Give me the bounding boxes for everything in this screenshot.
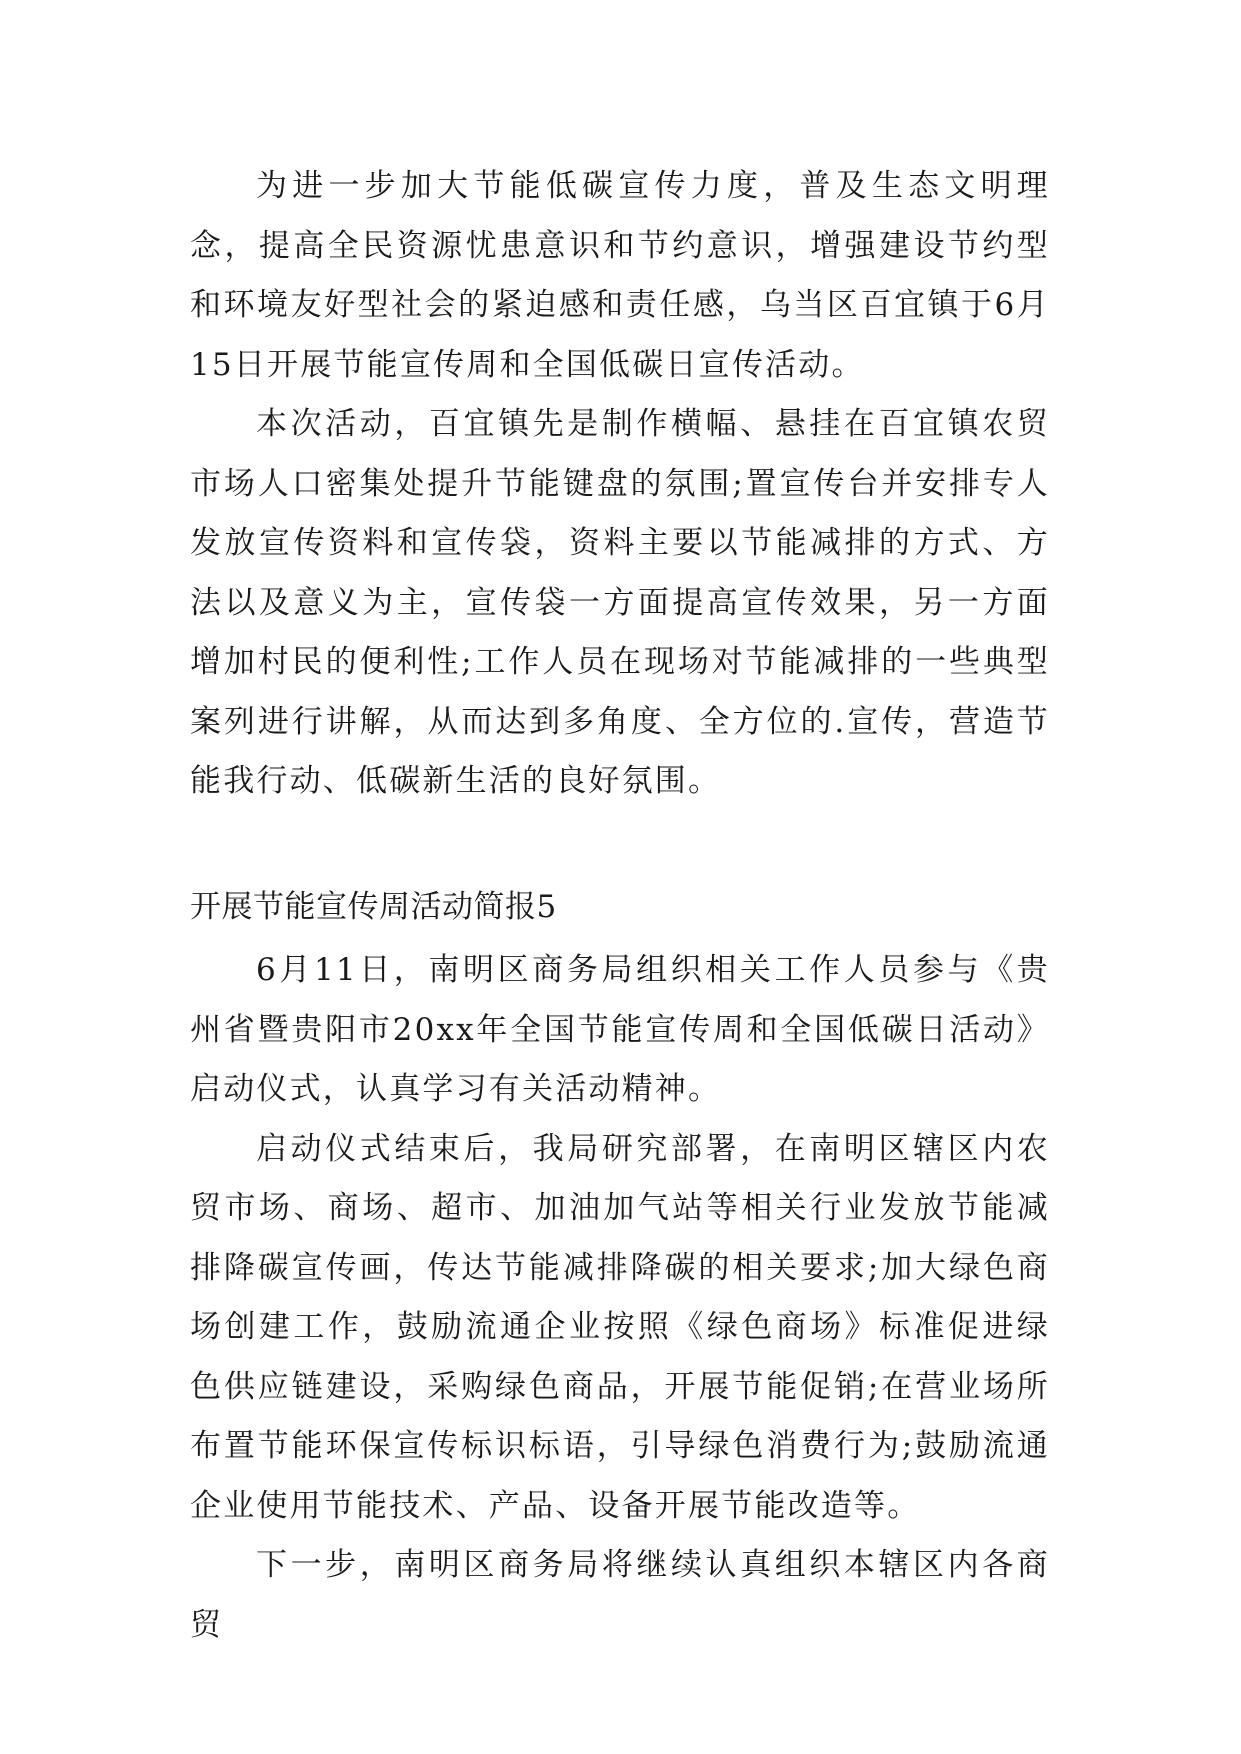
section-heading: 开展节能宣传周活动简报5: [190, 888, 557, 925]
paragraph: 为进一步加大节能低碳宣传力度，普及生态文明理念，提高全民资源忧患意识和节约意识，增强建设节约型和环境友好型社会的紧迫感和责任感，乌当区百宜镇于6月15日开展节能宣传周和全国低碳日宣传活动。: [190, 168, 1050, 383]
paragraph: 本次活动，百宜镇先是制作横幅、悬挂在百宜镇农贸市场人口密集处提升节能键盘的氛围;置宣传台并安排专人发放宣传资料和宣传袋，资料主要以节能减排的方式、方法以及意义为主，宣传袋一方面提高宣传效果，另一方面增加村民的便利性;工作人员在现场对节能减排的一些典型案列进行讲解，从而达到多角度、全方位的.宣传，营造节能我行动、低碳新生活的良好氛围。: [190, 406, 1050, 799]
paragraph: 6月11日，南明区商务局组织相关工作人员参与《贵州省暨贵阳市20xx年全国节能宣传周和全国低碳日活动》启动仪式，认真学习有关活动精神。: [190, 952, 1050, 1107]
document-body: [190, 157, 1050, 1655]
paragraph: 启动仪式结束后，我局研究部署，在南明区辖区内农贸市场、商场、超市、加油加气站等相关行业发放节能减排降碳宣传画，传达节能减排降碳的相关要求;加大绿色商场创建工作，鼓励流通企业按照《绿色商场》标准促进绿色供应链建设，采购绿色商品，开展节能促销;在营业场所布置节能环保宣传标识标语，引导绿色消费行为;鼓励流通企业使用节能技术、产品、设备开展节能改造等。: [190, 1130, 1050, 1524]
section-gap: [190, 812, 1050, 878]
paragraph: 下一步，南明区商务局将继续认真组织本辖区内各商贸: [190, 1547, 1050, 1643]
